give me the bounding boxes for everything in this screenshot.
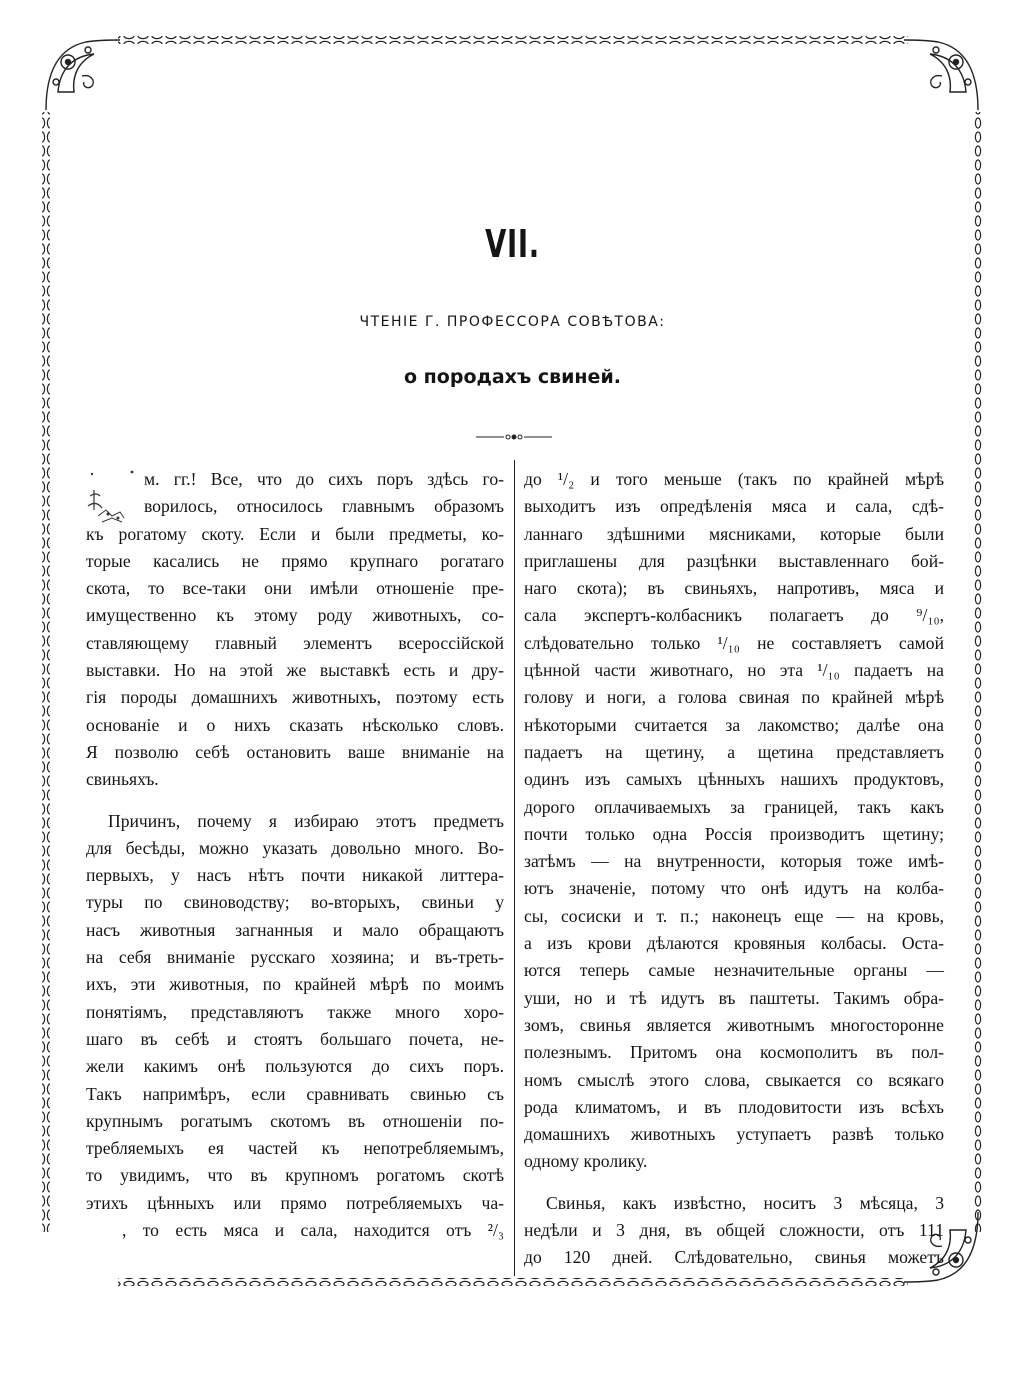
text-line: слѣдовательно только ¹/₁₀ не составляетъ самой	[524, 632, 944, 653]
text-line: ставляющему главный элементъ всероссiйской	[86, 632, 504, 653]
column-divider	[514, 460, 515, 1276]
text-line: ихъ, эти животныя, по крайней мѣрѣ по моимъ	[86, 974, 504, 995]
text-line: ланнаго здѣшними мясниками, которые были	[524, 523, 944, 544]
text-line: недѣли и 3 дня, въ общей сложности, отъ 111	[524, 1220, 944, 1241]
text-line: скота, то все-таки они имѣли отношенiе пре-	[86, 578, 504, 599]
text-line: шаго въ себѣ и стоятъ большаго почета, не-	[86, 1028, 504, 1049]
text-line: ются теперь самые незначительные органы —	[524, 960, 944, 981]
text-line: голову и ноги, а голова свиная по крайней мѣрѣ	[524, 687, 944, 708]
text-line: приглашены для разцѣнки выставленнаго бой-	[524, 550, 944, 571]
text-line: Причинъ, почему я избираю этотъ предметъ	[108, 810, 504, 831]
text-line: понятiямъ, представляютъ также много хоро-	[86, 1001, 504, 1022]
text-line: до ¹/₂ и того меньше (такъ по крайней мѣрѣ	[524, 469, 944, 489]
text-line: сы, сосиски и т. п.; наконецъ еще — на кровь,	[524, 905, 944, 926]
text-line: дорого оплачиваемыхъ за границей, такъ какъ	[524, 796, 944, 817]
text-line: основанiе и о нихъ сказать нѣсколько словъ.	[86, 714, 504, 735]
text-line: крупнымъ рогатымъ скотомъ въ отношенiи по-	[86, 1110, 504, 1131]
text-line: этихъ цѣнныхъ или прямо потребляемыхъ ча-	[86, 1192, 504, 1213]
text-line: Свинья, какъ извѣстно, носитъ 3 мѣсяца, 3	[546, 1192, 944, 1213]
text-line: сала экспертъ-колбасникъ полагаетъ до ⁹/₁₀,	[524, 605, 944, 626]
text-line: имущественно къ этому роду животныхъ, со-	[86, 605, 504, 626]
text-line: требляемыхъ ея частей къ непотребляемымъ,	[86, 1138, 504, 1159]
text-line: падаетъ на щетину, а щетина представляетъ	[524, 741, 944, 762]
text-line: для бесѣды, можно указать довольно много. Во-	[86, 837, 504, 858]
text-line: а изъ крови дѣлаются кровяныя колбасы. Оста-	[524, 933, 944, 954]
text-line: гiя породы домашнихъ животныхъ, поэтому есть	[86, 687, 504, 708]
text-line: номъ смыслѣ этого слова, свыкается со всякаго	[524, 1069, 944, 1090]
text-line: Такъ напримѣръ, если сравнивать свинью съ	[86, 1083, 504, 1104]
text-line: на себя вниманiе русскаго хозяина; и въ-треть-	[86, 947, 504, 968]
text-line: первыхъ, у насъ нѣтъ почти никакой литтера-	[86, 865, 504, 886]
text-line: до 120 дней. Слѣдовательно, свинья можетъ	[524, 1247, 944, 1268]
title-divider-ornament	[476, 430, 552, 444]
left-text-column	[86, 466, 504, 1244]
text-line: , то есть мяса и сала, находится отъ ²/₃	[122, 1220, 504, 1241]
text-line: почти только одна Россiя производитъ щетину;	[524, 823, 944, 844]
text-line: свиньяхъ.	[86, 769, 159, 790]
lecture-subtitle: ЧТЕНIЕ Г. ПРОФЕССОРА СОВѢТОВА:	[359, 314, 666, 330]
corner-flourish-top-left	[46, 40, 120, 110]
text-line: уши, но и тѣ идутъ въ паштеты. Такимъ обра-	[524, 987, 944, 1008]
text-line: ворилось, относилось главнымъ образомъ	[144, 496, 504, 517]
text-line: къ рогатому скоту. Если и были предметы, ко-	[86, 523, 504, 544]
text-line: ютъ значенiе, потому что онѣ идутъ на колба-	[524, 878, 944, 899]
text-line: жели какимъ онѣ пользуются до сихъ поръ.	[86, 1056, 504, 1077]
text-line: насъ животныя загнанныя и мало обращаютъ	[86, 919, 504, 940]
text-line: нѣкоторыми считается за лакомство; далѣе она	[524, 714, 944, 735]
chapter-number: VII.	[485, 222, 540, 266]
text-line: то увидимъ, что въ крупномъ рогатомъ скотѣ	[86, 1165, 504, 1186]
text-line: затѣмъ — на внутренности, которыя тоже имѣ-	[524, 851, 944, 872]
text-line: полезнымъ. Притомъ она космополитъ въ пол-	[524, 1042, 944, 1063]
lecture-title: о породахъ свиней.	[404, 366, 621, 388]
text-line: рода климатомъ, и въ плодовитости изъ всѣхъ	[524, 1096, 944, 1117]
text-line: м. гг.! Все, что до сихъ поръ здѣсь го-	[144, 469, 504, 489]
corner-flourish-top-right	[904, 40, 978, 110]
text-line: выставки. Но на этой же выставкѣ есть и дру-	[86, 660, 504, 681]
text-line: туры по свиноводству; во-вторыхъ, свиньи у	[86, 892, 504, 913]
text-line: домашнихъ животныхъ уступаетъ развѣ только	[524, 1124, 944, 1145]
right-text-column	[524, 466, 944, 1272]
text-line: наго скота); въ свиньяхъ, напротивъ, мяса и	[524, 578, 944, 599]
text-line: зомъ, свинья является животнымъ многосторонне	[524, 1014, 944, 1035]
text-line: выходитъ изъ опредѣленiя мяса и сала, сдѣ-	[524, 496, 944, 517]
text-line: Я позволю себѣ остановить ваше вниманiе на	[86, 741, 504, 762]
text-line: цѣнной части животнаго, но эта ¹/₁₀ падаетъ на	[524, 660, 944, 681]
text-line: одинъ изъ самыхъ цѣнныхъ нашихъ продуктовъ,	[524, 769, 944, 790]
text-line: одному кролику.	[524, 1151, 648, 1172]
text-line: торые касались не прямо крупнаго рогатаго	[86, 550, 504, 571]
